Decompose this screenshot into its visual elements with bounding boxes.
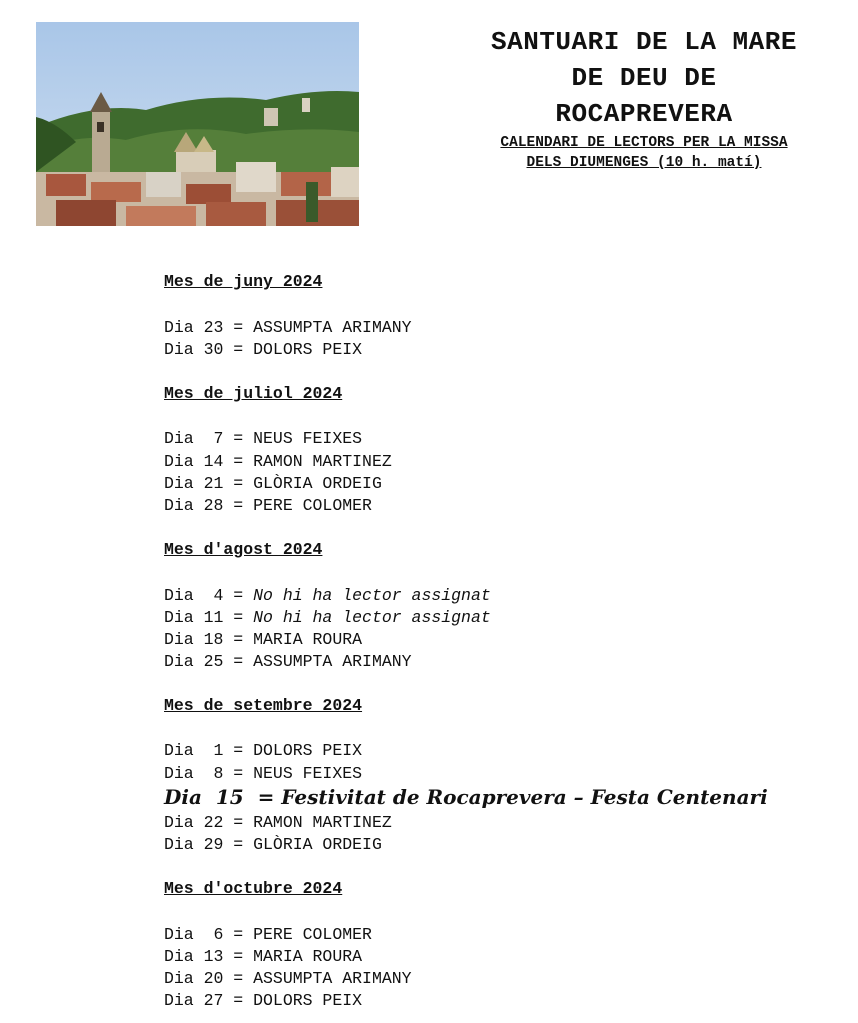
entry-reader: ASSUMPTA ARIMANY — [253, 318, 412, 337]
calendar-entry — [164, 741, 362, 760]
calendar-entry — [164, 608, 491, 627]
entry-reader: DOLORS PEIX — [253, 991, 363, 1010]
entry-reader: NEUS FEIXES — [253, 764, 363, 783]
entry-day: Dia 23 = — [164, 318, 254, 337]
calendar-entry — [164, 925, 372, 944]
entry-day: Dia 18 = — [164, 630, 254, 649]
entry-reader: MARIA ROURA — [253, 630, 363, 649]
entry-reader: PERE COLOMER — [253, 496, 372, 515]
calendar-entry — [164, 474, 382, 493]
document-subtitle — [440, 133, 848, 173]
village-church-photo — [36, 22, 359, 226]
photo-illustration — [36, 22, 359, 226]
entry-day: Dia 20 = — [164, 969, 254, 988]
entry-day: Dia 1 = — [164, 741, 254, 760]
calendar-entry — [164, 586, 491, 605]
calendar-entry — [164, 969, 412, 988]
entry-reader: ASSUMPTA ARIMANY — [253, 652, 412, 671]
entry-reader: DOLORS PEIX — [253, 741, 363, 760]
entry-reader: RAMON MARTINEZ — [253, 813, 392, 832]
entry-reader: RAMON MARTINEZ — [253, 452, 392, 471]
entry-reader: No hi ha lector assignat — [253, 608, 491, 627]
calendar-entry — [164, 429, 362, 448]
calendar-entry — [164, 813, 392, 832]
calendar-entry — [164, 496, 372, 515]
calendar-entry — [164, 764, 362, 783]
entry-reader: PERE COLOMER — [253, 925, 372, 944]
subtitle-line: DELS DIUMENGES (10 h. matí) — [526, 155, 762, 171]
title-line: ROCAPREVERA — [555, 99, 733, 129]
entry-day: Dia 27 = — [164, 991, 254, 1010]
entry-day: Dia 21 = — [164, 474, 254, 493]
calendar-entry — [164, 340, 362, 359]
entry-day: Dia 11 = — [164, 608, 254, 627]
feast-day-entry: Dia 15 = Festivitat de Rocaprevera – Festa Centenari — [164, 785, 768, 809]
entry-reader: GLÒRIA ORDEIG — [253, 835, 382, 854]
entry-day: Dia 22 = — [164, 813, 254, 832]
entry-day: Dia 13 = — [164, 947, 254, 966]
entry-day: Dia 14 = — [164, 452, 254, 471]
entry-day: Dia 30 = — [164, 340, 254, 359]
title-line: SANTUARI DE LA MARE — [491, 27, 797, 57]
entry-reader: MARIA ROURA — [253, 947, 363, 966]
subtitle-line: CALENDARI DE LECTORS PER LA MISSA — [500, 135, 788, 151]
calendar-entry — [164, 835, 382, 854]
entry-day: Dia 6 = — [164, 925, 254, 944]
document-title — [440, 24, 848, 132]
month-heading: Mes de juny 2024 — [164, 272, 323, 291]
entry-reader: GLÒRIA ORDEIG — [253, 474, 382, 493]
entry-day: Dia 28 = — [164, 496, 254, 515]
entry-reader: NEUS FEIXES — [253, 429, 363, 448]
entry-day: Dia 8 = — [164, 764, 254, 783]
entry-reader: No hi ha lector assignat — [253, 586, 491, 605]
month-heading: Mes de setembre 2024 — [164, 696, 363, 715]
calendar-entry — [164, 630, 362, 649]
entry-day: Dia 7 = — [164, 429, 254, 448]
calendar-entry — [164, 991, 362, 1010]
month-heading: Mes d'agost 2024 — [164, 540, 323, 559]
calendar-entry — [164, 452, 392, 471]
entry-reader: DOLORS PEIX — [253, 340, 363, 359]
entry-day: Dia 25 = — [164, 652, 254, 671]
entry-day: Dia 29 = — [164, 835, 254, 854]
calendar-entry — [164, 947, 362, 966]
month-heading: Mes de juliol 2024 — [164, 384, 343, 403]
entry-reader: ASSUMPTA ARIMANY — [253, 969, 412, 988]
entry-day: Dia 4 = — [164, 586, 254, 605]
calendar-entry — [164, 318, 412, 337]
calendar-entry — [164, 652, 412, 671]
title-line: DE DEU DE — [571, 63, 717, 93]
month-heading: Mes d'octubre 2024 — [164, 879, 343, 898]
